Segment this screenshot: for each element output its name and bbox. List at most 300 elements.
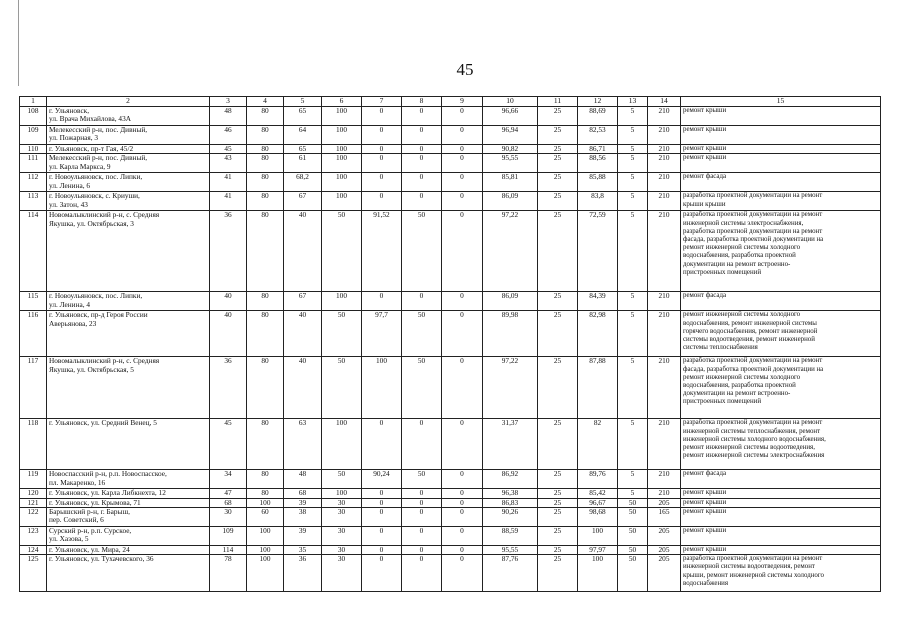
value-cell-c12: 87,88 [578,357,618,419]
value-cell-c14: 165 [648,507,681,526]
value-cell-c11: 25 [538,507,578,526]
work-type-cell: ремонт фасада [681,292,881,311]
value-cell-c3: 41 [210,173,247,192]
value-cell-c14: 210 [648,192,681,211]
row-number-cell: 121 [20,498,47,507]
value-cell-c10: 88,59 [483,526,538,545]
address-cell: Сурский р-н, р.п. Сурское, ул. Хазова, 5 [47,526,210,545]
value-cell-c11: 25 [538,173,578,192]
value-cell-c8: 50 [402,357,442,419]
value-cell-c8: 0 [402,555,442,592]
value-cell-c11: 25 [538,419,578,470]
value-cell-c10: 96,94 [483,126,538,145]
value-cell-c6: 100 [322,292,362,311]
value-cell-c3: 36 [210,211,247,292]
table-row [20,154,881,173]
address-cell: Новоспасский р-н, р.п. Новоспасское, пл. Макаренко, 16 [47,470,210,489]
value-cell-c6: 30 [322,555,362,592]
address-cell: г. Новоульяновск, с. Криуши, ул. Затон, 43 [47,192,210,211]
value-cell-c8: 0 [402,489,442,498]
value-cell-c7: 0 [362,489,402,498]
table-row [20,498,881,507]
address-cell: г. Ульяновск, ул. Тухачевского, 36 [47,555,210,592]
value-cell-c6: 100 [322,154,362,173]
row-number-cell: 113 [20,192,47,211]
value-cell-c11: 25 [538,145,578,154]
value-cell-c7: 0 [362,507,402,526]
value-cell-c9: 0 [442,192,483,211]
value-cell-c9: 0 [442,498,483,507]
row-number-cell: 114 [20,211,47,292]
value-cell-c5: 40 [284,211,322,292]
value-cell-c5: 39 [284,498,322,507]
value-cell-c5: 63 [284,419,322,470]
row-number-cell: 117 [20,357,47,419]
value-cell-c13: 50 [618,545,648,554]
value-cell-c10: 86,09 [483,292,538,311]
value-cell-c4: 100 [247,526,284,545]
address-cell: г. Ульяновск, ул. Крымова, 71 [47,498,210,507]
value-cell-c9: 0 [442,173,483,192]
value-cell-c3: 47 [210,489,247,498]
value-cell-c9: 0 [442,507,483,526]
value-cell-c10: 86,83 [483,498,538,507]
value-cell-c7: 0 [362,145,402,154]
value-cell-c13: 5 [618,311,648,357]
value-cell-c13: 5 [618,292,648,311]
value-cell-c5: 65 [284,107,322,126]
value-cell-c12: 88,56 [578,154,618,173]
value-cell-c4: 100 [247,498,284,507]
value-cell-c10: 97,22 [483,211,538,292]
row-number-cell: 122 [20,507,47,526]
value-cell-c5: 40 [284,357,322,419]
column-number-9: 9 [442,97,483,107]
value-cell-c11: 25 [538,292,578,311]
value-cell-c13: 50 [618,498,648,507]
column-number-14: 14 [648,97,681,107]
value-cell-c4: 80 [247,107,284,126]
value-cell-c13: 5 [618,192,648,211]
value-cell-c10: 96,38 [483,489,538,498]
value-cell-c4: 60 [247,507,284,526]
value-cell-c3: 114 [210,545,247,554]
value-cell-c4: 80 [247,419,284,470]
value-cell-c6: 50 [322,311,362,357]
value-cell-c9: 0 [442,126,483,145]
value-cell-c13: 5 [618,145,648,154]
column-number-6: 6 [322,97,362,107]
value-cell-c13: 50 [618,507,648,526]
value-cell-c8: 0 [402,154,442,173]
value-cell-c14: 210 [648,173,681,192]
address-cell: Новомалыклинский р-н, с. Средняя Якушка, ул. Октябрьская, 5 [47,357,210,419]
value-cell-c8: 50 [402,470,442,489]
value-cell-c5: 61 [284,154,322,173]
value-cell-c4: 80 [247,192,284,211]
work-type-cell: ремонт крыши [681,498,881,507]
address-cell: г. Ульяновск, ул. Средний Венец, 5 [47,419,210,470]
value-cell-c7: 0 [362,107,402,126]
value-cell-c6: 50 [322,470,362,489]
value-cell-c14: 210 [648,419,681,470]
value-cell-c7: 97,7 [362,311,402,357]
value-cell-c7: 0 [362,555,402,592]
value-cell-c13: 5 [618,419,648,470]
value-cell-c3: 41 [210,192,247,211]
value-cell-c13: 5 [618,211,648,292]
table-row [20,357,881,419]
table-row [20,419,881,470]
work-type-cell: ремонт крыши [681,507,881,526]
value-cell-c9: 0 [442,470,483,489]
column-number-12: 12 [578,97,618,107]
value-cell-c14: 210 [648,357,681,419]
column-number-13: 13 [618,97,648,107]
value-cell-c10: 90,82 [483,145,538,154]
value-cell-c4: 80 [247,357,284,419]
value-cell-c13: 5 [618,489,648,498]
column-number-8: 8 [402,97,442,107]
value-cell-c5: 68 [284,489,322,498]
value-cell-c11: 25 [538,489,578,498]
work-type-cell: ремонт фасада [681,173,881,192]
value-cell-c9: 0 [442,419,483,470]
value-cell-c9: 0 [442,489,483,498]
work-type-cell: ремонт крыши [681,126,881,145]
value-cell-c7: 0 [362,526,402,545]
value-cell-c12: 84,39 [578,292,618,311]
value-cell-c6: 100 [322,192,362,211]
value-cell-c4: 100 [247,545,284,554]
value-cell-c7: 0 [362,192,402,211]
value-cell-c3: 45 [210,419,247,470]
table-row [20,211,881,292]
value-cell-c7: 0 [362,154,402,173]
value-cell-c14: 210 [648,211,681,292]
row-number-cell: 109 [20,126,47,145]
value-cell-c4: 80 [247,173,284,192]
page-number: 45 [456,60,474,79]
value-cell-c8: 0 [402,126,442,145]
work-type-cell: ремонт фасада [681,470,881,489]
work-type-cell: ремонт инженерной системы холодного водоснабжения, ремонт инженерной системы горячего водоснабжения, ремонт инженерной системы водоотведения, ремонт инженерной системы теплоснабжения [681,311,881,357]
value-cell-c4: 80 [247,311,284,357]
table-row [20,507,881,526]
address-cell: г. Ульяновск, пр-д Героя России Аверьянова, 23 [47,311,210,357]
value-cell-c3: 78 [210,555,247,592]
value-cell-c3: 34 [210,470,247,489]
value-cell-c14: 205 [648,555,681,592]
value-cell-c6: 30 [322,507,362,526]
value-cell-c10: 85,81 [483,173,538,192]
value-cell-c5: 39 [284,526,322,545]
value-cell-c5: 38 [284,507,322,526]
row-number-cell: 119 [20,470,47,489]
value-cell-c9: 0 [442,211,483,292]
value-cell-c4: 80 [247,154,284,173]
column-number-1: 1 [20,97,47,107]
value-cell-c3: 109 [210,526,247,545]
value-cell-c6: 100 [322,126,362,145]
value-cell-c3: 43 [210,154,247,173]
value-cell-c8: 0 [402,292,442,311]
value-cell-c9: 0 [442,555,483,592]
value-cell-c8: 0 [402,545,442,554]
binding-line [18,0,19,86]
address-cell: г. Новоульяновск, пос. Липки, ул. Ленина, 4 [47,292,210,311]
column-number-15: 15 [681,97,881,107]
row-number-cell: 112 [20,173,47,192]
value-cell-c8: 0 [402,507,442,526]
value-cell-c10: 95,55 [483,154,538,173]
value-cell-c5: 64 [284,126,322,145]
column-number-4: 4 [247,97,284,107]
value-cell-c5: 68,2 [284,173,322,192]
address-cell: Барышский р-н, г. Барыш, пер. Советский, 6 [47,507,210,526]
value-cell-c5: 36 [284,555,322,592]
value-cell-c4: 80 [247,126,284,145]
value-cell-c11: 25 [538,545,578,554]
value-cell-c3: 40 [210,311,247,357]
value-cell-c10: 31,37 [483,419,538,470]
work-type-cell: ремонт крыши [681,545,881,554]
value-cell-c11: 25 [538,107,578,126]
address-cell: г. Новоульяновск, пос. Липки, ул. Ленина, 6 [47,173,210,192]
address-cell: г. Ульяновск, ул. Мира, 24 [47,545,210,554]
value-cell-c4: 80 [247,145,284,154]
value-cell-c12: 97,97 [578,545,618,554]
value-cell-c11: 25 [538,498,578,507]
value-cell-c14: 210 [648,311,681,357]
value-cell-c4: 80 [247,211,284,292]
value-cell-c4: 80 [247,470,284,489]
table-row [20,145,881,154]
value-cell-c5: 65 [284,145,322,154]
value-cell-c11: 25 [538,126,578,145]
value-cell-c11: 25 [538,211,578,292]
value-cell-c12: 82,98 [578,311,618,357]
value-cell-c13: 5 [618,126,648,145]
table-row [20,292,881,311]
value-cell-c3: 40 [210,292,247,311]
value-cell-c8: 0 [402,145,442,154]
value-cell-c6: 100 [322,489,362,498]
value-cell-c3: 45 [210,145,247,154]
value-cell-c12: 82 [578,419,618,470]
value-cell-c7: 0 [362,545,402,554]
value-cell-c12: 89,76 [578,470,618,489]
value-cell-c3: 68 [210,498,247,507]
value-cell-c5: 67 [284,292,322,311]
work-type-cell: ремонт крыши [681,107,881,126]
address-cell: г. Ульяновск, ул. Врача Михайлова, 43А [47,107,210,126]
column-number-11: 11 [538,97,578,107]
value-cell-c7: 0 [362,292,402,311]
table-row [20,173,881,192]
work-type-cell: разработка проектной документации на ремонт крыши крыши [681,192,881,211]
address-cell: г. Ульяновск, ул. Карла Либкнехта, 12 [47,489,210,498]
row-number-cell: 115 [20,292,47,311]
work-type-cell: разработка проектной документации на ремонт инженерной системы водоотведения, ремонт крыши, ремонт инженерной системы холодного водоснабжения [681,555,881,592]
row-number-cell: 124 [20,545,47,554]
value-cell-c3: 36 [210,357,247,419]
value-cell-c7: 0 [362,126,402,145]
value-cell-c10: 86,09 [483,192,538,211]
value-cell-c5: 67 [284,192,322,211]
value-cell-c14: 210 [648,292,681,311]
table-row [20,107,881,126]
value-cell-c9: 0 [442,292,483,311]
value-cell-c7: 90,24 [362,470,402,489]
table-body [20,97,881,592]
value-cell-c9: 0 [442,145,483,154]
value-cell-c12: 86,71 [578,145,618,154]
value-cell-c5: 48 [284,470,322,489]
value-cell-c11: 25 [538,357,578,419]
column-number-3: 3 [210,97,247,107]
register-table [19,96,881,592]
value-cell-c6: 50 [322,357,362,419]
value-cell-c11: 25 [538,555,578,592]
table-row [20,555,881,592]
row-number-cell: 125 [20,555,47,592]
row-number-cell: 120 [20,489,47,498]
value-cell-c12: 85,42 [578,489,618,498]
value-cell-c12: 100 [578,526,618,545]
table-row [20,545,881,554]
value-cell-c12: 88,69 [578,107,618,126]
value-cell-c13: 5 [618,107,648,126]
value-cell-c9: 0 [442,357,483,419]
value-cell-c14: 210 [648,145,681,154]
value-cell-c6: 100 [322,173,362,192]
value-cell-c10: 95,55 [483,545,538,554]
value-cell-c8: 50 [402,211,442,292]
value-cell-c14: 210 [648,107,681,126]
table-row [20,311,881,357]
value-cell-c11: 25 [538,192,578,211]
value-cell-c14: 210 [648,470,681,489]
value-cell-c7: 0 [362,498,402,507]
address-cell: г. Ульяновск, пр-т Гая, 45/2 [47,145,210,154]
value-cell-c8: 0 [402,107,442,126]
value-cell-c13: 50 [618,526,648,545]
value-cell-c13: 5 [618,470,648,489]
value-cell-c10: 97,22 [483,357,538,419]
value-cell-c11: 25 [538,311,578,357]
value-cell-c12: 100 [578,555,618,592]
value-cell-c6: 100 [322,107,362,126]
value-cell-c10: 89,98 [483,311,538,357]
value-cell-c13: 5 [618,357,648,419]
value-cell-c13: 5 [618,173,648,192]
value-cell-c6: 30 [322,498,362,507]
value-cell-c12: 98,68 [578,507,618,526]
value-cell-c14: 210 [648,154,681,173]
value-cell-c9: 0 [442,311,483,357]
value-cell-c7: 100 [362,357,402,419]
value-cell-c4: 80 [247,292,284,311]
value-cell-c9: 0 [442,526,483,545]
value-cell-c10: 96,66 [483,107,538,126]
value-cell-c10: 86,92 [483,470,538,489]
work-type-cell: разработка проектной документации на ремонт инженерной системы теплоснабжения, ремонт инженерной системы холодного водоснабжения, ремонт инженерной системы водоотведения, ремонт инженерной системы электроснабжения [681,419,881,470]
work-type-cell: ремонт крыши [681,526,881,545]
value-cell-c3: 48 [210,107,247,126]
value-cell-c7: 91,52 [362,211,402,292]
value-cell-c8: 0 [402,192,442,211]
value-cell-c9: 0 [442,545,483,554]
column-number-row [20,97,881,107]
value-cell-c7: 0 [362,173,402,192]
value-cell-c14: 205 [648,526,681,545]
value-cell-c14: 210 [648,489,681,498]
value-cell-c3: 46 [210,126,247,145]
value-cell-c8: 50 [402,311,442,357]
address-cell: Мелекесский р-н, пос. Дивный, ул. Пожарная, 3 [47,126,210,145]
table-row [20,192,881,211]
value-cell-c4: 80 [247,489,284,498]
value-cell-c4: 100 [247,555,284,592]
value-cell-c11: 25 [538,154,578,173]
value-cell-c12: 83,8 [578,192,618,211]
value-cell-c12: 85,88 [578,173,618,192]
column-number-7: 7 [362,97,402,107]
value-cell-c14: 205 [648,498,681,507]
value-cell-c11: 25 [538,526,578,545]
value-cell-c6: 30 [322,545,362,554]
value-cell-c8: 0 [402,498,442,507]
address-cell: Мелекесский р-н, пос. Дивный, ул. Карла Маркса, 9 [47,154,210,173]
table-row [20,470,881,489]
work-type-cell: ремонт крыши [681,489,881,498]
row-number-cell: 110 [20,145,47,154]
address-cell: Новомалыклинский р-н, с. Средняя Якушка, ул. Октябрьская, 3 [47,211,210,292]
value-cell-c6: 100 [322,419,362,470]
value-cell-c12: 72,59 [578,211,618,292]
value-cell-c11: 25 [538,470,578,489]
row-number-cell: 116 [20,311,47,357]
value-cell-c7: 0 [362,419,402,470]
value-cell-c10: 90,26 [483,507,538,526]
value-cell-c6: 100 [322,145,362,154]
table-row [20,526,881,545]
value-cell-c8: 0 [402,526,442,545]
value-cell-c3: 30 [210,507,247,526]
value-cell-c14: 210 [648,126,681,145]
value-cell-c6: 50 [322,211,362,292]
row-number-cell: 118 [20,419,47,470]
value-cell-c14: 205 [648,545,681,554]
value-cell-c5: 35 [284,545,322,554]
work-type-cell: ремонт крыши [681,154,881,173]
value-cell-c9: 0 [442,154,483,173]
work-type-cell: разработка проектной документации на ремонт фасада, разработка проектной документации на ремонт инженерной системы холодного водоснабжения, разработка проектной документации на ремонт встроенно- пристроенных помещений [681,357,881,419]
value-cell-c6: 30 [322,526,362,545]
table-row [20,489,881,498]
value-cell-c13: 50 [618,555,648,592]
column-number-2: 2 [47,97,210,107]
table-row [20,126,881,145]
column-number-10: 10 [483,97,538,107]
value-cell-c5: 40 [284,311,322,357]
value-cell-c8: 0 [402,419,442,470]
value-cell-c13: 5 [618,154,648,173]
row-number-cell: 123 [20,526,47,545]
value-cell-c9: 0 [442,107,483,126]
value-cell-c10: 87,76 [483,555,538,592]
